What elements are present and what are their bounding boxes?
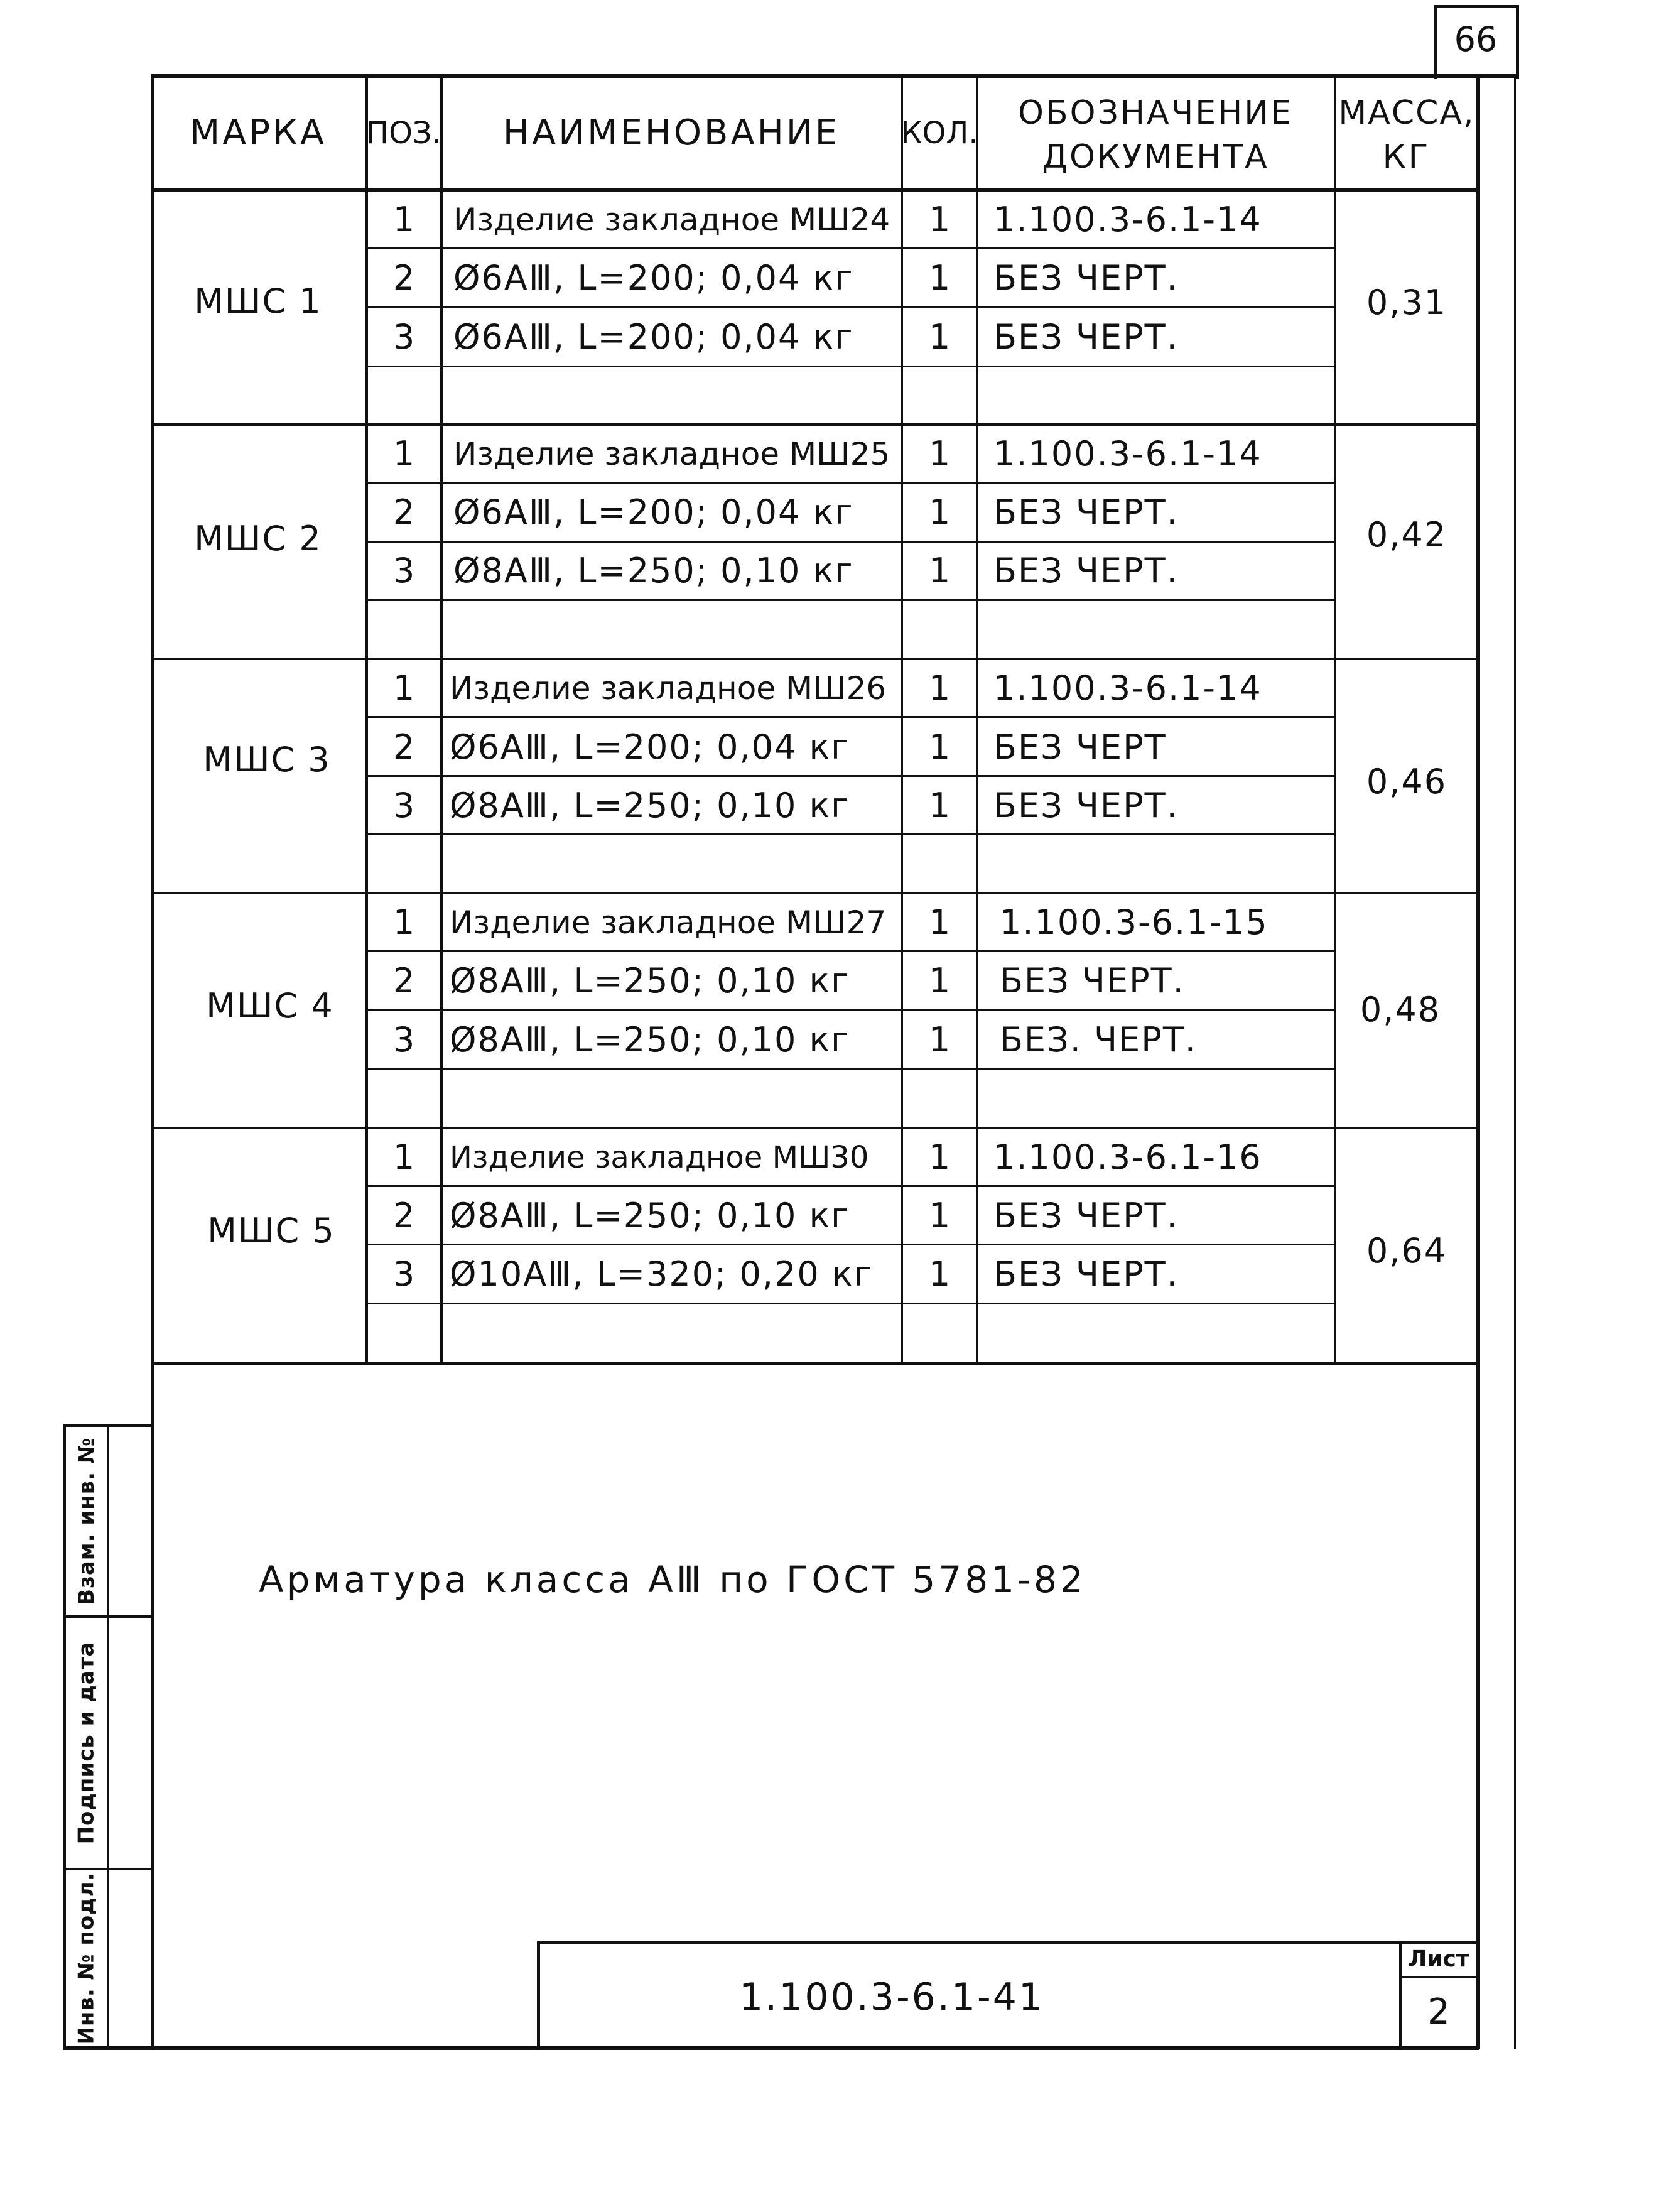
- row-poz: 2: [392, 961, 415, 1000]
- row-doc: БЕЗ ЧЕРТ.: [1000, 961, 1185, 1000]
- row-doc: 1.100.3-6.1-16: [993, 1137, 1262, 1177]
- header-name: НАИМЕНОВАНИЕ: [502, 112, 840, 153]
- header-poz: ПОЗ.: [366, 116, 441, 151]
- row-name: Изделие закладное МШ30: [450, 1140, 869, 1175]
- row-name: Изделие закладное МШ24: [453, 202, 890, 238]
- row-poz: 2: [392, 1196, 415, 1235]
- header-doc-line2: ДОКУМЕНТА: [1042, 138, 1269, 176]
- row-kol: 1: [928, 1020, 951, 1060]
- row-doc: БЕЗ ЧЕРТ.: [993, 1196, 1179, 1235]
- row-poz: 2: [392, 258, 415, 298]
- row-doc: 1.100.3-6.1-14: [993, 434, 1262, 474]
- row-poz: 1: [392, 1137, 415, 1177]
- title-block-doc-code: 1.100.3-6.1-41: [738, 1975, 1045, 2019]
- page-number: 66: [1454, 19, 1498, 59]
- group-mass: 0,42: [1366, 515, 1447, 555]
- row-name: Изделие закладное МШ27: [450, 904, 887, 941]
- row-name: Изделие закладное МШ26: [450, 670, 887, 707]
- row-kol: 1: [928, 1254, 951, 1294]
- row-poz: 2: [392, 727, 415, 767]
- row-name: Ø6АⅢ, L=200; 0,04 кг: [450, 727, 850, 767]
- side-stamp-inv-podl: Инв. № подл.: [73, 1872, 99, 2045]
- row-kol: 1: [928, 961, 951, 1000]
- group-marka: МШС 3: [203, 740, 331, 779]
- header-marka: МАРКА: [189, 112, 327, 153]
- row-name: Ø6АⅢ, L=200; 0,04 кг: [453, 317, 854, 357]
- row-poz: 3: [392, 1020, 415, 1060]
- row-doc: БЕЗ ЧЕРТ: [993, 727, 1167, 767]
- row-poz: 1: [392, 668, 415, 708]
- title-block-sheet-number: 2: [1427, 1992, 1450, 2032]
- row-kol: 1: [928, 668, 951, 708]
- group-mass: 0,46: [1366, 762, 1447, 801]
- row-name: Ø6АⅢ, L=200; 0,04 кг: [453, 492, 854, 532]
- row-name: Ø8АⅢ, L=250; 0,10 кг: [453, 551, 854, 590]
- row-doc: 1.100.3-6.1-15: [1000, 903, 1268, 942]
- row-poz: 3: [392, 551, 415, 590]
- row-doc: БЕЗ ЧЕРТ.: [993, 258, 1179, 298]
- row-doc: БЕЗ ЧЕРТ.: [993, 786, 1179, 825]
- row-poz: 2: [392, 492, 415, 532]
- row-doc: БЕЗ ЧЕРТ.: [993, 492, 1179, 532]
- row-kol: 1: [928, 727, 951, 767]
- group-marka: МШС 4: [206, 986, 334, 1026]
- row-kol: 1: [928, 434, 951, 474]
- row-name: Ø10АⅢ, L=320; 0,20 кг: [450, 1254, 873, 1294]
- row-poz: 1: [392, 200, 415, 239]
- note-text: Арматура класса АⅢ по ГОСТ 5781-82: [259, 1558, 1086, 1601]
- row-kol: 1: [928, 786, 951, 825]
- row-poz: 3: [392, 1254, 415, 1294]
- group-marka: МШС 1: [194, 281, 322, 321]
- group-mass: 0,31: [1366, 283, 1447, 322]
- row-name: Ø6АⅢ, L=200; 0,04 кг: [453, 258, 854, 298]
- row-name: Изделие закладное МШ25: [453, 436, 890, 472]
- title-block-sheet-label: Лист: [1408, 1946, 1469, 1972]
- group-mass: 0,48: [1360, 990, 1441, 1029]
- header-doc-line1: ОБОЗНАЧЕНИЕ: [1018, 94, 1293, 132]
- row-name: Ø8АⅢ, L=250; 0,10 кг: [450, 1196, 850, 1235]
- row-doc: 1.100.3-6.1-14: [993, 668, 1262, 708]
- row-poz: 3: [392, 317, 415, 357]
- row-poz: 1: [392, 434, 415, 474]
- row-name: Ø8АⅢ, L=250; 0,10 кг: [450, 1020, 850, 1060]
- row-doc: БЕЗ ЧЕРТ.: [993, 1254, 1179, 1294]
- header-mass-line1: МАССА,: [1338, 94, 1475, 132]
- row-kol: 1: [928, 1196, 951, 1235]
- side-stamp-podpis-data: Подпись и дата: [73, 1641, 99, 1845]
- header-kol: КОЛ.: [901, 116, 978, 151]
- row-kol: 1: [928, 551, 951, 590]
- row-kol: 1: [928, 258, 951, 298]
- row-doc: 1.100.3-6.1-14: [993, 200, 1262, 239]
- group-mass: 0,64: [1366, 1231, 1447, 1271]
- row-kol: 1: [928, 200, 951, 239]
- row-doc: БЕЗ. ЧЕРТ.: [1000, 1020, 1197, 1060]
- row-poz: 1: [392, 903, 415, 942]
- header-mass-line2: КГ: [1382, 138, 1431, 176]
- row-doc: БЕЗ ЧЕРТ.: [993, 551, 1179, 590]
- row-kol: 1: [928, 492, 951, 532]
- row-kol: 1: [928, 903, 951, 942]
- group-marka: МШС 5: [207, 1211, 335, 1250]
- row-name: Ø8АⅢ, L=250; 0,10 кг: [450, 961, 850, 1000]
- row-kol: 1: [928, 1137, 951, 1177]
- row-kol: 1: [928, 317, 951, 357]
- row-poz: 3: [392, 786, 415, 825]
- row-doc: БЕЗ ЧЕРТ.: [993, 317, 1179, 357]
- group-marka: МШС 2: [194, 519, 322, 558]
- row-name: Ø8АⅢ, L=250; 0,10 кг: [450, 786, 850, 825]
- side-stamp-vzam-inv: Взам. инв. №: [73, 1437, 99, 1605]
